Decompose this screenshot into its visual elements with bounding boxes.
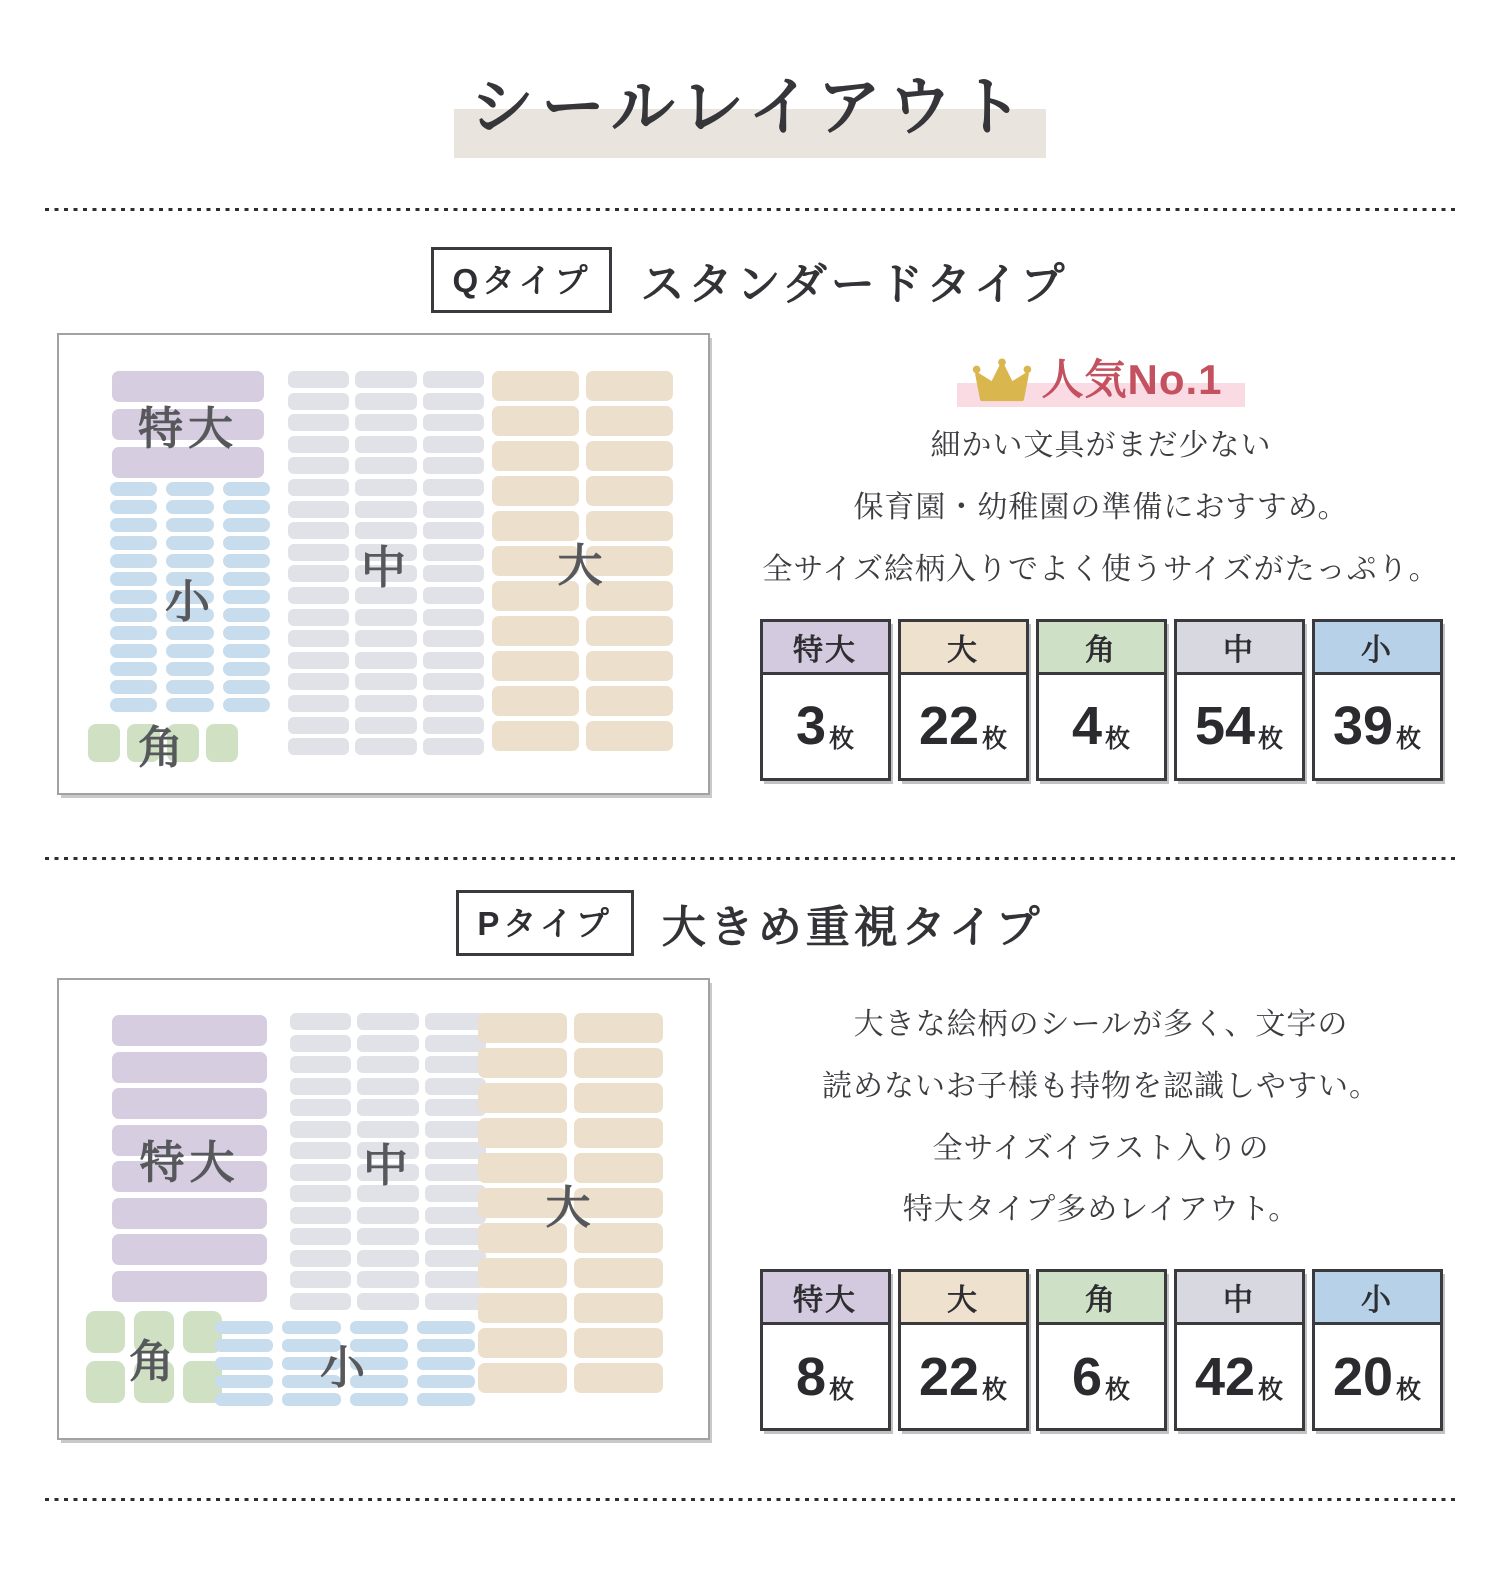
q-count-cell-大 xyxy=(898,619,1029,781)
count-number: 54 xyxy=(1194,696,1256,757)
description-line: 特大タイプ多めレイアウト。 xyxy=(902,1193,1300,1227)
count-number: 6 xyxy=(1071,1346,1103,1407)
count-number: 20 xyxy=(1332,1346,1394,1407)
q-count-table xyxy=(742,619,1460,781)
p-zone-label-chu: 中 xyxy=(362,1139,413,1191)
p-type-tag: Pタイプ xyxy=(456,890,633,956)
count-cell-header: 小 xyxy=(1315,1272,1440,1325)
p-type-title: 大きめ重視タイプ xyxy=(661,903,1044,952)
q-count-cell-小 xyxy=(1312,619,1443,781)
crown-icon xyxy=(971,357,1033,403)
p-sheet-zone-sho xyxy=(215,1321,475,1406)
q-type-title: スタンダードタイプ xyxy=(640,260,1069,309)
p-count-cell-小 xyxy=(1312,1269,1443,1431)
count-cell-value xyxy=(1039,675,1164,778)
count-unit: 枚 xyxy=(829,1375,855,1404)
q-count-cell-中 xyxy=(1174,619,1305,781)
count-unit: 枚 xyxy=(1258,725,1284,754)
count-cell-value xyxy=(1315,1325,1440,1428)
p-zone-label-sho: 小 xyxy=(319,1342,370,1393)
count-cell-value xyxy=(901,1325,1026,1428)
count-cell-value xyxy=(763,1325,888,1428)
count-number: 39 xyxy=(1332,696,1394,757)
count-unit: 枚 xyxy=(982,725,1008,754)
q-sheet-zone-sho xyxy=(110,482,270,712)
p-type-info xyxy=(742,978,1460,1431)
count-number: 8 xyxy=(795,1346,827,1407)
q-sheet-zone-chu xyxy=(288,371,484,755)
count-cell-header: 角 xyxy=(1039,622,1164,675)
p-sheet-zone-dai xyxy=(478,1013,663,1393)
p-count-cell-大 xyxy=(898,1269,1029,1431)
count-cell-header: 特大 xyxy=(763,1272,888,1325)
q-description xyxy=(742,415,1460,600)
q-sheet-diagram xyxy=(57,333,710,795)
count-cell-value xyxy=(1039,1325,1164,1428)
count-unit: 枚 xyxy=(1105,725,1131,754)
q-zone-label-dai: 大 xyxy=(557,539,608,591)
q-count-cell-角 xyxy=(1036,619,1167,781)
p-zone-label-tokudai: 特大 xyxy=(139,1136,240,1188)
count-number: 4 xyxy=(1071,696,1103,757)
q-sheet-zone-tokudai xyxy=(112,371,264,478)
p-count-cell-角 xyxy=(1036,1269,1167,1431)
p-count-cell-特大 xyxy=(760,1269,891,1431)
popularity-badge-text: 人気No.1 xyxy=(1041,356,1223,403)
count-unit: 枚 xyxy=(1396,725,1422,754)
description-line: 細かい文具がまだ少ない xyxy=(930,429,1272,463)
q-zone-label-kaku: 角 xyxy=(137,721,188,773)
count-cell-value xyxy=(763,675,888,778)
description-line: 全サイズイラスト入りの xyxy=(932,1131,1270,1165)
p-zone-label-dai: 大 xyxy=(545,1181,596,1233)
p-sheet-zone-chu xyxy=(290,1013,486,1310)
description-line: 全サイズ絵柄入りでよく使うサイズがたっぷり。 xyxy=(762,552,1440,586)
p-count-cell-中 xyxy=(1174,1269,1305,1431)
description-line: 読めないお子様も持物を認識しやすい。 xyxy=(822,1069,1380,1103)
count-number: 3 xyxy=(795,696,827,757)
count-cell-header: 小 xyxy=(1315,622,1440,675)
count-unit: 枚 xyxy=(1258,1375,1284,1404)
q-type-tag: Qタイプ xyxy=(431,247,612,313)
count-cell-value xyxy=(901,675,1026,778)
p-sheet-zone-kaku xyxy=(86,1311,222,1403)
q-zone-label-tokudai: 特大 xyxy=(137,403,238,454)
dotted-separator xyxy=(45,1498,1455,1501)
count-cell-header: 角 xyxy=(1039,1272,1164,1325)
p-type-row xyxy=(0,978,1500,1440)
q-type-info xyxy=(742,333,1460,781)
p-count-table xyxy=(742,1269,1460,1431)
section-p-type xyxy=(0,890,1500,1440)
count-cell-header: 大 xyxy=(901,622,1026,675)
count-number: 22 xyxy=(918,1346,980,1407)
count-cell-value xyxy=(1315,675,1440,778)
q-count-cell-特大 xyxy=(760,619,891,781)
dotted-separator xyxy=(45,857,1455,860)
page-title: シールレイアウト xyxy=(454,52,1046,158)
count-number: 42 xyxy=(1194,1346,1256,1407)
p-zone-label-kaku: 角 xyxy=(128,1335,179,1387)
count-unit: 枚 xyxy=(1105,1375,1131,1404)
count-cell-header: 中 xyxy=(1177,622,1302,675)
q-zone-label-chu: 中 xyxy=(360,541,411,593)
p-sheet-zone-tokudai xyxy=(112,1015,267,1302)
section-q-type xyxy=(0,247,1500,795)
q-sheet-zone-dai xyxy=(492,371,673,751)
q-sheet-zone-kaku xyxy=(88,721,238,773)
p-description xyxy=(742,994,1460,1241)
description-line: 保育園・幼稚園の準備におすすめ。 xyxy=(853,490,1349,524)
count-number: 22 xyxy=(918,696,980,757)
description-line: 大きな絵柄のシールが多く、文字の xyxy=(853,1008,1349,1041)
count-cell-header: 中 xyxy=(1177,1272,1302,1325)
q-type-header xyxy=(0,247,1500,313)
count-unit: 枚 xyxy=(829,725,855,754)
dotted-separator xyxy=(45,208,1455,211)
p-type-header xyxy=(0,890,1500,956)
count-cell-value xyxy=(1177,1325,1302,1428)
q-zone-label-sho: 小 xyxy=(164,575,215,627)
p-sheet-diagram xyxy=(57,978,710,1440)
count-cell-header: 特大 xyxy=(763,622,888,675)
count-cell-value xyxy=(1177,675,1302,778)
count-unit: 枚 xyxy=(982,1375,1008,1404)
q-type-row xyxy=(0,333,1500,795)
count-cell-header: 大 xyxy=(901,1272,1026,1325)
popularity-badge xyxy=(957,357,1244,407)
count-unit: 枚 xyxy=(1396,1375,1422,1404)
